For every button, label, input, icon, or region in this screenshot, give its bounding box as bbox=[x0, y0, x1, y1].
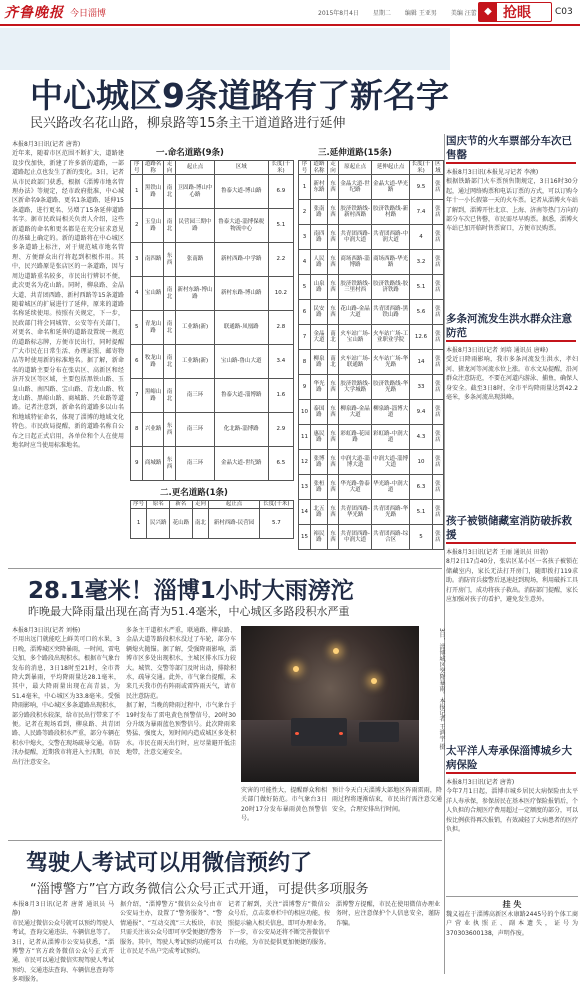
table-cell: 新村东路 bbox=[311, 175, 328, 200]
rain-col2-text: 多条主干道积水严重，联通路、柳泉路、金晶大道等路段积水没过了车轮，部分车辆熄火抛锚。据了解，受强降雨影响，淄博市区多处出现积水，主城区排水压力较大。城管、交警等部门及时出动，排除积水，疏导交通。此外，市气象台提醒，未来几天我市仍有阵雨或雷阵雨天气，请市民注意防范。 bbox=[126, 627, 236, 700]
table-cell: 9 bbox=[131, 447, 143, 481]
table-cell: 南三环 bbox=[176, 447, 215, 481]
sidebar-story1-title: 国庆节的火车票部分车次已售罄 bbox=[446, 135, 572, 161]
table-cell: 张南路 bbox=[311, 200, 328, 225]
lead-subhead: 民兴路改名花山路，柳泉路等15条主干道道路进行延伸 bbox=[30, 116, 346, 131]
notice-body: 魏义福在于淄博高新区永康路2445号的个体工商户营业执照正、副本遗失，证号为370303600138，声明作废。 bbox=[446, 911, 578, 937]
table-cell: 东西 bbox=[327, 250, 338, 275]
wechat-col1 bbox=[12, 900, 115, 984]
sidebar-story4-title: 太平洋人寿承保淄博城乡大病保险 bbox=[446, 745, 572, 771]
table-cell: 张店 bbox=[432, 325, 443, 350]
table-cell: 中润大道-淄博大道 bbox=[371, 450, 409, 475]
wechat-col1-text: 市民通过微信公众号就可以预约驾驶人考试，查询交通违法、车辆信息等了。3日，记者从淄博市公安局获悉，“淄博警方”官方政务微信公众号正式开通，市民可以通过微信实现驾驶人考试预约、交通违法查询、车辆信息查询等多项服务。 bbox=[12, 919, 115, 984]
rain-photo bbox=[241, 626, 419, 782]
table-cell: 张桓路 bbox=[311, 475, 328, 500]
table-cell: 共青团西路-综合区 bbox=[371, 525, 409, 550]
issue-date: 2015年8月4日 bbox=[318, 10, 359, 17]
table-cell: 4 bbox=[299, 250, 311, 275]
table-cell: 1 bbox=[131, 175, 143, 209]
table-cell: 5 bbox=[410, 525, 432, 550]
table-cell: 共青团西路-中润大道 bbox=[339, 225, 372, 250]
table-cell: 33 bbox=[410, 375, 432, 400]
table-cell: 金晶大道-世纪路 bbox=[339, 175, 372, 200]
table-cell: 南北 bbox=[163, 379, 175, 413]
table-cell: 张店 bbox=[432, 250, 443, 275]
table-cell: 1 bbox=[299, 175, 311, 200]
table-cell: 6 bbox=[299, 300, 311, 325]
table-cell: 华光路-鲁泰大道 bbox=[339, 475, 372, 500]
title-rule bbox=[446, 772, 576, 774]
table-cell: 华光路 bbox=[311, 375, 328, 400]
table-cell: 东西 bbox=[163, 413, 175, 447]
rain-col2 bbox=[126, 626, 236, 832]
table-cell: 胶济铁路线-华光路 bbox=[371, 375, 409, 400]
table-cell: 工业路(新) bbox=[176, 311, 215, 345]
rain-col4: 预计今天白天淄博大部地区阵雨雷雨，降雨过程将逐渐结束，市民出行需注意交通安全，合理安排出行时间。 bbox=[332, 787, 442, 813]
column-header: 道路名称 bbox=[311, 161, 328, 175]
column-header: 走向 bbox=[192, 501, 208, 509]
section-divider bbox=[8, 840, 442, 841]
table-cell: 商城路 bbox=[143, 447, 163, 481]
extended-roads-title: 三.延伸道路(15条) bbox=[318, 148, 392, 158]
column-header: 延伸起止点 bbox=[371, 161, 409, 175]
rain-col1 bbox=[12, 626, 120, 832]
table-cell: 惠民路 bbox=[311, 425, 328, 450]
rain-headline: 28.1毫米！淄博1小时大雨滂沱 bbox=[28, 578, 354, 604]
table-cell: 兴业路 bbox=[143, 413, 163, 447]
table-cell: 南四路 bbox=[311, 225, 328, 250]
extended-roads-table bbox=[298, 160, 444, 550]
table-row bbox=[131, 209, 294, 243]
table-row bbox=[299, 200, 444, 225]
table-cell: 东西 bbox=[327, 200, 338, 225]
table-cell: 鲁泰大道-淄博路 bbox=[214, 379, 268, 413]
table-row bbox=[299, 525, 444, 550]
table-cell: 胶济铁路线-大学城路 bbox=[339, 375, 372, 400]
table-cell: 商场西路-淄博路 bbox=[339, 250, 372, 275]
section-divider bbox=[8, 568, 442, 569]
table-cell: 南北 bbox=[192, 508, 208, 538]
wechat-headline: 驾驶人考试可以用微信预约了 bbox=[26, 851, 313, 876]
table-row bbox=[299, 225, 444, 250]
table-row bbox=[299, 250, 444, 275]
column-header: 序号 bbox=[131, 501, 147, 509]
lead-text: 近年来，随着市区范围不断扩大，道路建设步伐加快，新建了许多新的道路，一部道路起止点也发生了新的变化。3日，记者从市民政部门获悉，根据《淄博市地名管理办法》等规定，经市政府批准，中心城区新命名9条道路、更名1条道路、延伸15条道路，进行更名、另增了15条延伸道路名字。据市民政局相关负责人介绍，这些新道路的命名和更名都是在充分征求意见的基础上确定的。新的道路将在中心城区多条道路上标注，对于规范城市地名管理、方便群众出行将起到积极作用。其中，民兴路原是张店区的一条道路，因与周边道路重名较多，市民出行辨识不便，此次更名为花山路。同时，柳泉路、金晶大道、共青团西路、新村西路等15条道路随着城区的扩展进行了延伸，原来的道路名称延续使用。按照有关规定，下一步，民政部门将会同城管、公安等有关部门，对更名、命名和延伸的道路设置统一规范的道路标志牌，方便市民出行，同时提醒广大市民在日常生活、办理证照、邮寄物品等时使用新的标准地名。据了解，新命名的道路主要分布在张店区、高新区和经济开发区等区域，主要包括黑铁山路、玉皇山路、南四路、宝山路、青龙山路、牧龙山路、黑峪山路、商城路、兴业路等道路。记者注意到，新命名的道路多以山名和地域特征命名，体现了淄博的地域文化特色。市民政局提醒，新的道路名称自公布之日起正式启用，各单位和个人在使用地名时应当使用标准地名。 bbox=[12, 150, 124, 449]
table-cell: 张店 bbox=[432, 350, 443, 375]
table-cell: 4 bbox=[131, 277, 143, 311]
table-row bbox=[299, 350, 444, 375]
table-cell: 5.7 bbox=[259, 508, 293, 538]
table-cell: 4.3 bbox=[410, 425, 432, 450]
table-row bbox=[299, 450, 444, 475]
table-cell: 柳泉路 bbox=[311, 350, 328, 375]
table-cell: 张店 bbox=[432, 375, 443, 400]
table-cell: 南北 bbox=[163, 277, 175, 311]
sidebar-story2-text: 受近日降雨影响，我市多条河流发生洪水，孝妇河、猪龙河等河流水位上涨。市水文局提醒，沿河群众注意防范，不要在河道内游泳、捕鱼，确保人身安全。截至3日8时，全市平均降雨量达到42.2毫米，多条河流出现洪峰。 bbox=[446, 356, 579, 402]
title-rule bbox=[446, 542, 576, 544]
table-cell: 东西 bbox=[327, 225, 338, 250]
table-cell: 6.3 bbox=[410, 475, 432, 500]
table-cell: 化北路-淄博路 bbox=[214, 413, 268, 447]
table-cell: 南北 bbox=[163, 209, 175, 243]
table-cell: 6.5 bbox=[268, 447, 293, 481]
sidebar-story4-text: 今年7月1日起，淄博市城乡居民大病保险由太平洋人寿承保，参保居民在基本医疗保险报销后，个人负担的合规医疗费用超过一定额度的部分，可以按比例获得再次报销，有效减轻了大病患者的医疗负担。 bbox=[446, 788, 579, 834]
table-cell: 中润大道-淄博大道 bbox=[339, 450, 372, 475]
table-cell: 南北 bbox=[327, 325, 338, 350]
lead-headline: 中心城区9条道路有了新名字 bbox=[30, 76, 449, 115]
table-cell: 张店 bbox=[432, 400, 443, 425]
sidebar-story1-text: 根据铁路部门火车票预售期规定，3日16时30分起，通过网络购票和电话订票的方式，可以订购今年十一小长假第一天的火车票。记者从淄博火车站了解到，淄博开往北京、上海、济南等热门方向的部分车次已售罄，市民需尽早购票。据悉，淄博火车站已加开临时售票窗口，方便市民购票。 bbox=[446, 178, 579, 233]
photo-caption: 3日，淄博城区突降暴雨。本报记者 王鸿宇 摄 bbox=[438, 628, 445, 750]
rain-byline: 本报8月3日讯(记者 刘杨) bbox=[12, 627, 81, 634]
table-cell: 东西 bbox=[327, 450, 338, 475]
sidebar bbox=[446, 134, 578, 938]
sidebar-story1-byline: 本报8月3日讯(本报见习记者 李澳) bbox=[446, 169, 539, 176]
table-row bbox=[131, 413, 294, 447]
table-cell: 人民路 bbox=[311, 250, 328, 275]
table-row bbox=[131, 243, 294, 277]
table-cell: 东西 bbox=[327, 400, 338, 425]
wechat-subhead: “淄博警方”官方政务微信公众号正式开通，可提供多项服务 bbox=[30, 882, 369, 897]
column-header: 原起止点 bbox=[339, 161, 372, 175]
table-cell: 鲁泰大道-淄博保税物流中心 bbox=[214, 209, 268, 243]
wechat-byline: 本报8月3日讯(记者 唐菁 通讯员 马静) bbox=[12, 901, 114, 918]
table-cell: 12.6 bbox=[410, 325, 432, 350]
sidebar-story3-body bbox=[446, 548, 578, 736]
table-cell: 共青团西路-华光路 bbox=[339, 500, 372, 525]
table-cell: 卫固路-博山中心路 bbox=[176, 175, 215, 209]
table-cell: 东西 bbox=[327, 300, 338, 325]
table-row bbox=[299, 400, 444, 425]
rain-col3: 灾害的可能性大，提醒群众和相关部门做好防范。市气象台3日20时17分发布暴雨黄色预警信号。 bbox=[241, 787, 327, 823]
title-rule bbox=[446, 162, 576, 164]
column-header: 新名 bbox=[170, 501, 193, 509]
table-cell: 花山路 bbox=[170, 508, 193, 538]
rain-col3-text: 据了解，当晚的降雨过程中，市气象台于19时发布了雷电黄色预警信号，20时30分升级为暴雨蓝色预警信号。此次降雨来势猛、强度大，短时间内造成城区多处积水。市民在雨天出行时，应尽量避开低洼地带，注意交通安全。 bbox=[126, 702, 236, 757]
sidebar-story1-body bbox=[446, 168, 578, 304]
rain-subhead: 昨晚最大降雨量出现在高青为51.4毫米，中心城区多路段积水严重 bbox=[28, 605, 350, 618]
table-cell: 火车站广场-工业职业学院 bbox=[371, 325, 409, 350]
table-cell: 火车站广场-联通路 bbox=[339, 350, 372, 375]
table-row bbox=[299, 275, 444, 300]
page-number: C03 bbox=[555, 7, 573, 17]
table-cell: 胶济铁路线-新村路 bbox=[371, 200, 409, 225]
wechat-col3: 记者了解到，关注“淄博警方”微信公众号后，点击菜单栏中的相应功能，按照提示输入相关信息，即可办理业务。下一步，市公安局还将不断完善微信平台功能，为市民提供更加便捷的服务。 bbox=[228, 901, 331, 946]
table-cell: 8 bbox=[299, 350, 311, 375]
table-cell: 东西 bbox=[327, 175, 338, 200]
table-cell: 14 bbox=[299, 500, 311, 525]
table-cell: 山泉路 bbox=[311, 275, 328, 300]
table-cell: 新村西路-民营园 bbox=[209, 508, 260, 538]
named-roads-title: 一.命名道路(9条) bbox=[156, 148, 224, 158]
table-cell: 张店 bbox=[432, 525, 443, 550]
table-cell: 金晶大道 bbox=[311, 325, 328, 350]
table-cell: 华光路-中润大道 bbox=[371, 475, 409, 500]
column-header: 道路名称 bbox=[144, 161, 162, 174]
section-tag: 今日淄博 bbox=[70, 9, 107, 19]
table-row bbox=[299, 325, 444, 350]
table-cell: 14 bbox=[410, 350, 432, 375]
table-cell: 张博路 bbox=[311, 450, 328, 475]
table-cell: 5.1 bbox=[410, 500, 432, 525]
table-cell: 4 bbox=[410, 225, 432, 250]
table-cell: 共青团西路-中润大道 bbox=[339, 525, 372, 550]
table-cell: 12 bbox=[299, 450, 311, 475]
table-cell: 新村西路-中学路 bbox=[214, 243, 268, 277]
table-row bbox=[131, 311, 294, 345]
table-cell: 胶济铁路线-胶济铁路 bbox=[371, 275, 409, 300]
table-cell: 胶济铁路线-三里村西 bbox=[339, 275, 372, 300]
table-row bbox=[299, 475, 444, 500]
named-roads-table bbox=[130, 160, 294, 481]
table-cell: 东西 bbox=[327, 475, 338, 500]
table-cell: 张店 bbox=[432, 450, 443, 475]
column-header: 起止点 bbox=[209, 501, 260, 509]
editor-credit: 编辑 王亚男 bbox=[404, 10, 437, 17]
table-cell: 民兴路 bbox=[147, 508, 170, 538]
table-cell: 3 bbox=[299, 225, 311, 250]
sidebar-story4-body bbox=[446, 778, 578, 890]
table-cell: 南三环 bbox=[176, 379, 215, 413]
table-cell: 7.4 bbox=[410, 200, 432, 225]
table-cell: 火车站广场-华光路 bbox=[371, 350, 409, 375]
table-cell: 黑铁山路 bbox=[143, 175, 163, 209]
table-cell: 3.2 bbox=[410, 250, 432, 275]
table-cell: 玉皇山路 bbox=[143, 209, 163, 243]
table-cell: 南三环 bbox=[176, 413, 215, 447]
table-cell: 11 bbox=[299, 425, 311, 450]
table-cell: 鲁泰大道-博山路 bbox=[214, 175, 268, 209]
table-cell: 宝山路-鲁山大道 bbox=[214, 345, 268, 379]
column-header: 序号 bbox=[299, 161, 311, 175]
table-row bbox=[131, 508, 294, 538]
column-header: 起止点 bbox=[176, 161, 215, 175]
brand-logo: 齐鲁晚报 bbox=[4, 5, 64, 21]
table-cell: 7 bbox=[299, 325, 311, 350]
table-cell: 1.6 bbox=[268, 379, 293, 413]
table-cell: 2.9 bbox=[268, 413, 293, 447]
table-cell: 张店 bbox=[432, 425, 443, 450]
table-cell: 9 bbox=[299, 375, 311, 400]
table-cell: 宝山路 bbox=[143, 277, 163, 311]
table-row bbox=[299, 175, 444, 200]
table-cell: 民安路 bbox=[311, 300, 328, 325]
table-cell: 胶济铁路线-新村西路 bbox=[339, 200, 372, 225]
table-cell: 6 bbox=[131, 345, 143, 379]
column-header: 原名 bbox=[147, 501, 170, 509]
table-row bbox=[299, 425, 444, 450]
issue-meta bbox=[318, 8, 477, 17]
lead-banner bbox=[0, 28, 450, 70]
table-cell: 张店 bbox=[432, 300, 443, 325]
rain-col1-text: 不用出远门就能吃上鲜美可口的水果，3日晚，淄博城区突降暴雨，一时间，雷电交加，多个路段出现积水。根据市气象台发布的消息，3日18时至21时，全市普降大到暴雨，平均降雨量达28.1毫米，其中，最大降雨量出现在高青县，为51.4毫米，中心城区为33.8毫米。受强降雨影响，中心城区多条道路出现积水，部分路段积水较深，给市民出行带来了不便。记者在现场看到，柳泉路、共青团路、人民路等路段积水严重，部分车辆在积水中熄火，交警在现场疏导交通。市防汛办提醒，近期我市将进入主汛期，市民出行注意安全。 bbox=[12, 636, 121, 766]
table-cell: 张店 bbox=[432, 200, 443, 225]
table-row bbox=[131, 277, 294, 311]
column-divider bbox=[444, 134, 445, 974]
table-cell: 黑峪山路 bbox=[143, 379, 163, 413]
table-cell: 5 bbox=[131, 311, 143, 345]
table-cell: 柳泉路-金晶大道 bbox=[339, 400, 372, 425]
table-row bbox=[299, 375, 444, 400]
table-cell: 2.8 bbox=[268, 311, 293, 345]
table-cell: 南北 bbox=[163, 311, 175, 345]
table-cell: 民营园三期中路 bbox=[176, 209, 215, 243]
column-header: 长度(千米) bbox=[411, 161, 431, 174]
table-cell: 彩虹路-花园路 bbox=[339, 425, 372, 450]
table-cell: 张南路 bbox=[176, 243, 215, 277]
table-cell: 南北 bbox=[163, 175, 175, 209]
table-cell: 商场西路-华光路 bbox=[371, 250, 409, 275]
column-header: 区域 bbox=[214, 161, 268, 175]
table-cell: 5 bbox=[299, 275, 311, 300]
table-cell: 金晶大道-华光路 bbox=[371, 175, 409, 200]
sidebar-story3-title: 孩子被锁储藏室消防破拆救援 bbox=[446, 515, 572, 541]
table-header-row bbox=[299, 161, 444, 175]
table-cell: 新村东路-博山路 bbox=[214, 277, 268, 311]
section-label-tab bbox=[478, 2, 552, 22]
table-cell: 共青团西路-华光路 bbox=[371, 500, 409, 525]
table-cell: 7 bbox=[131, 379, 143, 413]
table-cell: 3.4 bbox=[268, 345, 293, 379]
table-cell: 东西 bbox=[327, 375, 338, 400]
table-row bbox=[131, 447, 294, 481]
table-cell: 5.1 bbox=[410, 275, 432, 300]
table-cell: 10.2 bbox=[268, 277, 293, 311]
sidebar-story3-byline: 本报8月3日讯(记者 王丽 通讯员 田勃) bbox=[446, 549, 549, 556]
column-header: 序号 bbox=[131, 161, 143, 175]
table-cell: 东西 bbox=[327, 500, 338, 525]
table-row bbox=[299, 500, 444, 525]
table-cell: 3 bbox=[131, 243, 143, 277]
table-cell: 张店 bbox=[432, 475, 443, 500]
table-cell: 13 bbox=[299, 475, 311, 500]
table-cell: 8 bbox=[131, 413, 143, 447]
designer-credit: 美编 汪蕾 bbox=[450, 10, 477, 17]
sidebar-story2-title: 多条河流发生洪水群众注意防范 bbox=[446, 313, 572, 339]
table-cell: 花山路-金晶大道 bbox=[339, 300, 372, 325]
renamed-roads-title: 二.更名道路(1条) bbox=[160, 488, 228, 498]
wechat-col2: 据介绍，“淄博警方”微信公众号由市公安局主办，设置了“警务服务”、“警情通报”、“互动交流”三大板块，市民只需关注该公众号即可享受便捷的警务服务。其中，驾驶人考试预约功能可以让市民足不出户完成考试预约。 bbox=[120, 901, 223, 956]
issue-weekday: 星期二 bbox=[372, 10, 391, 17]
photo-streetlight bbox=[333, 648, 339, 654]
table-cell: 共青团西路-黑铁山路 bbox=[371, 300, 409, 325]
table-cell: 2 bbox=[131, 209, 143, 243]
table-cell: 6.9 bbox=[268, 175, 293, 209]
column-header: 走向 bbox=[327, 161, 338, 175]
table-cell: 泰国路 bbox=[311, 400, 328, 425]
table-cell: 10 bbox=[299, 400, 311, 425]
sidebar-story3-text: 8月2日17点40分，张店区某小区一名孩子被锁在储藏室内，家长无法打开房门，随即拨打119求助。消防官兵接警后迅速赶到现场，利用破拆工具打开房门，成功将孩子救出。消防部门提醒，家长应加强对孩子的看护，避免发生意外。 bbox=[446, 558, 579, 604]
column-header: 区域 bbox=[432, 161, 443, 175]
table-cell: 东西 bbox=[163, 447, 175, 481]
wechat-col4: 淄博警方提醒，市民在使用微信办理业务时，应注意保护个人信息安全，谨防诈骗。 bbox=[336, 901, 440, 927]
table-header-row bbox=[131, 501, 294, 509]
sidebar-story4-byline: 本报8月3日讯(记者 唐菁) bbox=[446, 779, 515, 786]
header-rule bbox=[0, 24, 580, 26]
table-cell: 10 bbox=[410, 450, 432, 475]
table-cell: 北五路 bbox=[311, 500, 328, 525]
table-cell: 南四路 bbox=[143, 243, 163, 277]
flag-icon: ◆ bbox=[479, 3, 497, 21]
table-cell: 火车站广场-宝山路 bbox=[339, 325, 372, 350]
sidebar-story2-byline: 本报8月3日讯(记者 刘培 通讯员 唐峰) bbox=[446, 347, 549, 354]
table-cell: 柳泉路-淄博大道 bbox=[371, 400, 409, 425]
table-cell: 5.6 bbox=[410, 300, 432, 325]
table-cell: 新村东路-博山路 bbox=[176, 277, 215, 311]
table-cell: 1 bbox=[131, 508, 147, 538]
table-cell: 金晶大道-世纪路 bbox=[214, 447, 268, 481]
table-cell: 共青团西路-中润大道 bbox=[371, 225, 409, 250]
lead-body bbox=[12, 140, 124, 566]
table-cell: 联通路-凤凰路 bbox=[214, 311, 268, 345]
table-cell: 东西 bbox=[163, 243, 175, 277]
table-cell: 青龙山路 bbox=[143, 311, 163, 345]
section-label: 抢眼 bbox=[503, 5, 531, 21]
table-cell: 2 bbox=[299, 200, 311, 225]
masthead bbox=[0, 0, 160, 22]
column-header: 走向 bbox=[163, 161, 175, 175]
table-cell: 5.1 bbox=[268, 209, 293, 243]
table-cell: 张店 bbox=[432, 500, 443, 525]
table-cell: 东西 bbox=[327, 525, 338, 550]
table-cell: 张店 bbox=[432, 175, 443, 200]
table-cell: 裕民路 bbox=[311, 525, 328, 550]
column-header: 长度(千米) bbox=[268, 161, 293, 175]
lead-byline: 本报8月3日讯(记者 唐菁) bbox=[12, 141, 81, 148]
photo-car bbox=[359, 722, 399, 742]
table-cell: 东西 bbox=[327, 425, 338, 450]
table-header-row bbox=[131, 161, 294, 175]
photo-streetlight bbox=[371, 678, 377, 684]
photo-taillight bbox=[339, 732, 343, 735]
table-cell: 东西 bbox=[327, 275, 338, 300]
table-cell: 9.4 bbox=[410, 400, 432, 425]
table-cell: 牧龙山路 bbox=[143, 345, 163, 379]
title-rule bbox=[446, 340, 576, 342]
table-cell: 南北 bbox=[163, 345, 175, 379]
table-cell: 张店 bbox=[432, 225, 443, 250]
table-cell: 15 bbox=[299, 525, 311, 550]
renamed-roads-table bbox=[130, 500, 294, 539]
table-cell: 2.2 bbox=[268, 243, 293, 277]
notice-title: 挂 失 bbox=[446, 896, 578, 910]
photo-streetlight bbox=[293, 666, 299, 672]
table-cell: 工业路(新) bbox=[176, 345, 215, 379]
column-header: 长度(千米) bbox=[259, 501, 293, 509]
table-row bbox=[131, 379, 294, 413]
table-cell: 南北 bbox=[327, 350, 338, 375]
table-cell: 9.5 bbox=[410, 175, 432, 200]
table-row bbox=[131, 345, 294, 379]
table-cell: 张店 bbox=[432, 275, 443, 300]
table-row bbox=[131, 175, 294, 209]
sidebar-story2-body bbox=[446, 346, 578, 506]
photo-taillight bbox=[295, 732, 299, 735]
table-cell: 彩虹路-中润大道 bbox=[371, 425, 409, 450]
table-row bbox=[299, 300, 444, 325]
